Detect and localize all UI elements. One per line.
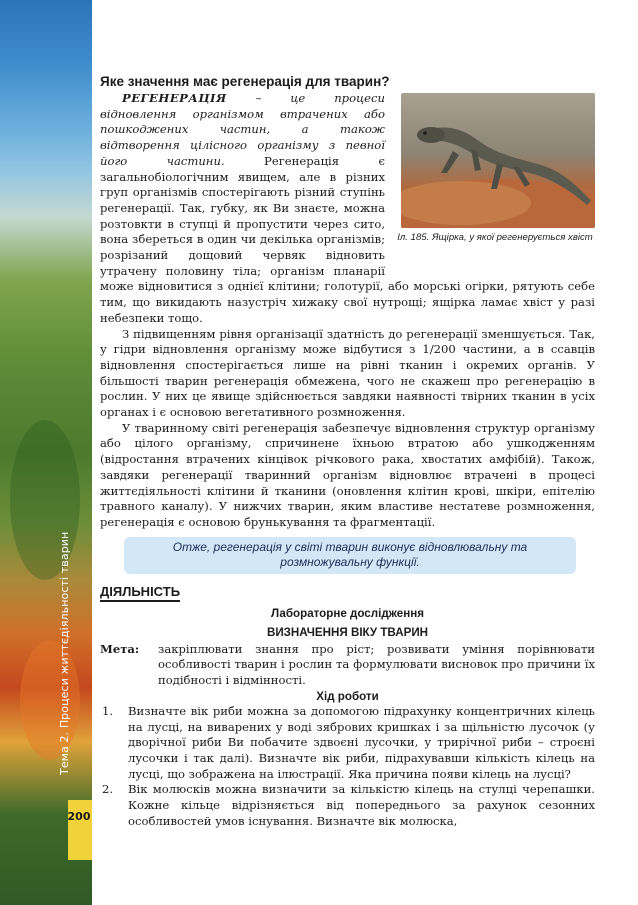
chapter-title: Тема 2. Процеси життєдіяльності тварин bbox=[58, 531, 71, 775]
definition-term: РЕГЕНЕРАЦІЯ bbox=[122, 91, 227, 105]
step-number: 1. bbox=[102, 703, 114, 718]
paragraph-2: З підвищенням рівня організації здатність до регенерації зменшується. Так, у гідри відновлення організму може відбутися з 1/200 частини, а в ссавців відновлення спостерігається лише на рівні тканин і окремих органів. У більшості тварин регенерація обмежена, чого не скажеш про регенерацію в рослин. У них це явище здійснюється завдяки наявності твірних тканин в усіх органах і є основою вегетативного розмноження. bbox=[100, 326, 595, 420]
goal-text: закріплювати знання про ріст; розвивати уміння порівнювати особливості тварин і рослин та формулювати висновок про причини їх подібності і відмінності. bbox=[158, 641, 595, 688]
section-heading: Яке значення має регенерація для тварин? bbox=[100, 74, 390, 89]
conclusion-box: Отже, регенерація у світі тварин виконує відновлювальну та розмножувальну функції. bbox=[124, 537, 576, 574]
sidebar-decorative-stripe bbox=[0, 0, 92, 905]
figure-caption: Іл. 185. Ящірка, у якої регенерується хвіст bbox=[397, 232, 593, 243]
procedure-heading: Хід роботи bbox=[316, 689, 379, 703]
step-number: 2. bbox=[102, 782, 114, 797]
figure bbox=[395, 93, 595, 265]
lizard-photo bbox=[401, 93, 595, 228]
step-text: Визначте вік риби можна за допомогою підрахунку концентричних кілець на лусці, на виварених у воді зябрових кришках і за щільністю лусочок (у дворічної риби Ви побачите здвоєні лусочки, у трирічної риби – строєні лусочки і так далі). Визначте вік риби, підрахувавши кількість кілець на лусці, що зображена на ілюстрації. Яка причина появи кілець на лусці? bbox=[128, 703, 595, 781]
procedure-step bbox=[100, 704, 595, 783]
procedure-step bbox=[100, 782, 595, 829]
lab-title: ВИЗНАЧЕННЯ ВІКУ ТВАРИН bbox=[266, 625, 429, 639]
lab-type: Лабораторне дослідження bbox=[271, 606, 424, 620]
definition-text: – це процеси відновлення організмом втрачених або пошкоджених частин, а також відтворення цілісного організму з певної його частини. bbox=[100, 91, 385, 168]
goal-label: Мета: bbox=[100, 641, 140, 656]
paragraph-1: Регенерація є загальнобіологічним явищем, але в різних груп організмів спостерігають різний ступінь регенерації. Так, губку, як Ви знаєте, можна розтовкти в ступці й пропустити через сито, вона збереться в один чи декілька організмів; розрізаний дощовий червяк відновить утрачену половину тіла; організм планарії може відновитися з однієї клітини; голотурії, або морські огірки, рятують себе тим, що викидають назустріч хижаку свої нутрощі; ящірка ламає хвіст у разі небезпеки тощо. bbox=[100, 153, 595, 325]
activity-heading: ДІЯЛЬНІСТЬ bbox=[100, 584, 180, 602]
page-content bbox=[100, 74, 595, 829]
page-number-tab bbox=[68, 800, 92, 860]
paragraph-3: У тваринному світі регенерація забезпечує відновлення структур організму або цілого організму, спричинене їхньою втратою або ушкодженням (відростання втрачених кінцівок річкового рака, хвостатих амфібій). Також, завдяки регенерації тваринний організм відновлює втрачені в процесі життєдіяльності клітини й тканини (оновлення клітин крові, шкіри, епітелію травного каналу). У нижчих тварин, яким властиве нестатеве розмноження, регенерація є основою брунькування та фрагментації. bbox=[100, 420, 595, 529]
page-number: 200 bbox=[67, 810, 91, 823]
step-text: Вік молюсків можна визначити за кількістю кілець на стулці черепашки. Кожне кільце відрізняється від попереднього за рахунок сезонних особливостей умов існування. Визначте вік молюска, bbox=[128, 782, 595, 828]
lab-goal bbox=[100, 642, 595, 689]
